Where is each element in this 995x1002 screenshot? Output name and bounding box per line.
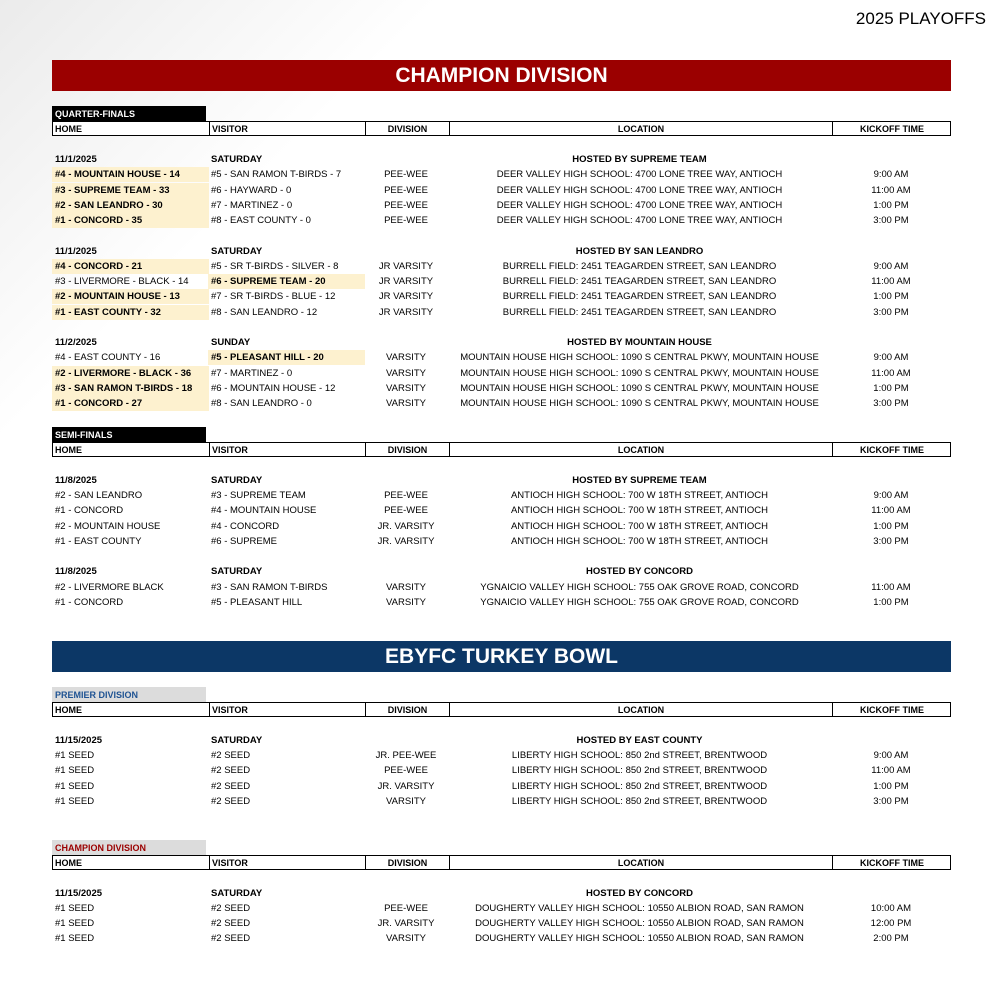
game-row — [52, 198, 951, 213]
home-team: #2 - LIVERMORE BLACK — [55, 582, 164, 593]
host: HOSTED BY CONCORD — [586, 566, 693, 577]
game-row — [52, 901, 951, 916]
home-team: #3 - SAN RAMON T-BIRDS - 18 — [52, 381, 209, 396]
game-row — [52, 931, 951, 946]
quarterfinals-header: QUARTER-FINALS — [52, 106, 206, 121]
host: HOSTED BY MOUNTAIN HOUSE — [567, 337, 712, 348]
weekday: SATURDAY — [211, 888, 263, 899]
visitor-team: #7 - MARTINEZ - 0 — [211, 368, 293, 379]
kickoff-time: 11:00 AM — [871, 368, 911, 379]
weekday: SATURDAY — [211, 566, 263, 577]
day-header — [52, 335, 951, 350]
kickoff-time: 11:00 AM — [871, 185, 911, 196]
page-title: 2025 PLAYOFFS — [855, 9, 986, 28]
game-row — [52, 167, 951, 182]
kickoff-time: 9:00 AM — [873, 169, 909, 180]
host: HOSTED BY SAN LEANDRO — [575, 246, 704, 257]
home-team: #1 SEED — [55, 933, 95, 944]
col-visitor: VISITOR — [209, 703, 365, 716]
game-row — [52, 534, 951, 549]
game-row — [52, 519, 951, 534]
kickoff-time: 1:00 PM — [873, 781, 909, 792]
kickoff-time: 1:00 PM — [873, 291, 909, 302]
location: MOUNTAIN HOUSE HIGH SCHOOL: 1090 S CENTRAL PKWY, MOUNTAIN HOUSE — [460, 352, 819, 363]
kickoff-time: 2:00 PM — [873, 933, 909, 944]
game-row — [52, 350, 951, 365]
date: 11/8/2025 — [55, 566, 97, 577]
host: HOSTED BY CONCORD — [586, 888, 693, 899]
home-team: #1 - EAST COUNTY - 32 — [52, 305, 209, 320]
weekday: SATURDAY — [211, 154, 263, 165]
col-visitor: VISITOR — [209, 856, 365, 869]
location: LIBERTY HIGH SCHOOL: 850 2nd STREET, BRENTWOOD — [511, 765, 768, 776]
visitor-team: #3 - SAN RAMON T-BIRDS — [211, 582, 328, 593]
location: DEER VALLEY HIGH SCHOOL: 4700 LONE TREE WAY, ANTIOCH — [496, 200, 783, 211]
location: ANTIOCH HIGH SCHOOL: 700 W 18TH STREET, ANTIOCH — [510, 521, 769, 532]
game-row — [52, 259, 951, 274]
kickoff-time: 9:00 AM — [873, 261, 909, 272]
visitor-team: #8 - EAST COUNTY - 0 — [211, 215, 311, 226]
turkey-champion-division-header: CHAMPION DIVISION — [52, 840, 206, 855]
col-kickoff: KICKOFF TIME — [832, 856, 951, 869]
location: ANTIOCH HIGH SCHOOL: 700 W 18TH STREET, ANTIOCH — [510, 490, 769, 501]
visitor-team: #2 SEED — [211, 781, 251, 792]
weekday: SATURDAY — [211, 246, 263, 257]
home-team: #4 - EAST COUNTY - 16 — [55, 352, 161, 363]
visitor-team: #4 - MOUNTAIN HOUSE — [211, 505, 317, 516]
turkey-bowl-banner: EBYFC TURKEY BOWL — [52, 641, 951, 672]
visitor-team: #7 - MARTINEZ - 0 — [211, 200, 293, 211]
premier-column-header — [52, 702, 951, 717]
location: MOUNTAIN HOUSE HIGH SCHOOL: 1090 S CENTRAL PKWY, MOUNTAIN HOUSE — [460, 398, 819, 409]
date: 11/15/2025 — [55, 888, 103, 899]
kickoff-time: 1:00 PM — [873, 383, 909, 394]
division: VARSITY — [386, 597, 426, 608]
weekday: SATURDAY — [211, 735, 263, 746]
division: VARSITY — [386, 352, 426, 363]
division: JR. VARSITY — [377, 521, 435, 532]
location: MOUNTAIN HOUSE HIGH SCHOOL: 1090 S CENTRAL PKWY, MOUNTAIN HOUSE — [460, 368, 819, 379]
location: DEER VALLEY HIGH SCHOOL: 4700 LONE TREE WAY, ANTIOCH — [496, 169, 783, 180]
home-team: #1 - CONCORD — [55, 505, 124, 516]
col-location: LOCATION — [449, 703, 832, 716]
division: JR. VARSITY — [377, 536, 435, 547]
kickoff-time: 1:00 PM — [873, 521, 909, 532]
col-division: DIVISION — [365, 703, 449, 716]
division: VARSITY — [386, 582, 426, 593]
semifinals-column-header — [52, 442, 951, 457]
day-header — [52, 473, 951, 488]
col-kickoff: KICKOFF TIME — [832, 703, 951, 716]
premier-division-header: PREMIER DIVISION — [52, 687, 206, 702]
col-home: HOME — [55, 858, 82, 868]
home-team: #1 - CONCORD - 35 — [52, 213, 209, 228]
kickoff-time: 3:00 PM — [873, 307, 909, 318]
home-team: #2 - SAN LEANDRO — [55, 490, 143, 501]
home-team: #3 - SUPREME TEAM - 33 — [52, 183, 209, 198]
visitor-team: #6 - MOUNTAIN HOUSE - 12 — [211, 383, 336, 394]
day-header — [52, 886, 951, 901]
kickoff-time: 9:00 AM — [873, 490, 909, 501]
visitor-team: #5 - PLEASANT HILL — [211, 597, 303, 608]
game-row — [52, 794, 951, 809]
weekday: SATURDAY — [211, 475, 263, 486]
location: DEER VALLEY HIGH SCHOOL: 4700 LONE TREE WAY, ANTIOCH — [496, 185, 783, 196]
game-row — [52, 381, 951, 396]
home-team: #2 - LIVERMORE - BLACK - 36 — [52, 366, 209, 381]
division: VARSITY — [386, 383, 426, 394]
date: 11/2/2025 — [55, 337, 97, 348]
game-row — [52, 305, 951, 320]
visitor-team: #5 - PLEASANT HILL - 20 — [208, 350, 365, 365]
host: HOSTED BY SUPREME TEAM — [572, 154, 707, 165]
kickoff-time: 3:00 PM — [873, 398, 909, 409]
division: JR. PEE-WEE — [375, 750, 437, 761]
location: MOUNTAIN HOUSE HIGH SCHOOL: 1090 S CENTRAL PKWY, MOUNTAIN HOUSE — [460, 383, 819, 394]
turkey-champion-column-header — [52, 855, 951, 870]
location: DOUGHERTY VALLEY HIGH SCHOOL: 10550 ALBION ROAD, SAN RAMON — [475, 918, 804, 929]
home-team: #1 SEED — [55, 796, 95, 807]
division: PEE-WEE — [384, 200, 428, 211]
location: DOUGHERTY VALLEY HIGH SCHOOL: 10550 ALBION ROAD, SAN RAMON — [475, 933, 804, 944]
weekday: SUNDAY — [211, 337, 251, 348]
game-row — [52, 595, 951, 610]
semifinals-header: SEMI-FINALS — [52, 427, 206, 442]
date: 11/1/2025 — [55, 246, 97, 257]
kickoff-time: 11:00 AM — [871, 276, 911, 287]
division: PEE-WEE — [384, 765, 428, 776]
col-division: DIVISION — [365, 122, 449, 135]
division: PEE-WEE — [384, 169, 428, 180]
day-header — [52, 244, 951, 259]
date: 11/1/2025 — [55, 154, 97, 165]
division: PEE-WEE — [384, 215, 428, 226]
location: BURRELL FIELD: 2451 TEAGARDEN STREET, SAN LEANDRO — [502, 291, 777, 302]
visitor-team: #6 - SUPREME TEAM - 20 — [208, 274, 365, 289]
home-team: #4 - CONCORD - 21 — [52, 259, 209, 274]
game-row — [52, 488, 951, 503]
home-team: #4 - MOUNTAIN HOUSE - 14 — [52, 167, 209, 182]
game-row — [52, 289, 951, 304]
col-location: LOCATION — [449, 443, 832, 456]
col-division: DIVISION — [365, 856, 449, 869]
game-row — [52, 396, 951, 411]
visitor-team: #5 - SAN RAMON T-BIRDS - 7 — [211, 169, 342, 180]
visitor-team: #6 - HAYWARD - 0 — [211, 185, 292, 196]
game-row — [52, 213, 951, 228]
day-header — [52, 733, 951, 748]
col-home: HOME — [55, 445, 82, 455]
location: BURRELL FIELD: 2451 TEAGARDEN STREET, SAN LEANDRO — [502, 307, 777, 318]
visitor-team: #2 SEED — [211, 918, 251, 929]
kickoff-time: 3:00 PM — [873, 796, 909, 807]
division: JR. VARSITY — [377, 781, 435, 792]
game-row — [52, 580, 951, 595]
location: DOUGHERTY VALLEY HIGH SCHOOL: 10550 ALBION ROAD, SAN RAMON — [475, 903, 804, 914]
visitor-team: #8 - SAN LEANDRO - 12 — [211, 307, 318, 318]
home-team: #1 - CONCORD — [55, 597, 124, 608]
game-row — [52, 779, 951, 794]
day-header — [52, 152, 951, 167]
date: 11/15/2025 — [55, 735, 103, 746]
division: VARSITY — [386, 368, 426, 379]
visitor-team: #2 SEED — [211, 765, 251, 776]
day-header — [52, 564, 951, 579]
host: HOSTED BY SUPREME TEAM — [572, 475, 707, 486]
champion-division-banner: CHAMPION DIVISION — [52, 60, 951, 91]
kickoff-time: 11:00 AM — [871, 582, 911, 593]
location: YGNAICIO VALLEY HIGH SCHOOL: 755 OAK GROVE ROAD, CONCORD — [480, 597, 799, 608]
col-kickoff: KICKOFF TIME — [832, 443, 951, 456]
kickoff-time: 3:00 PM — [873, 536, 909, 547]
home-team: #1 SEED — [55, 765, 95, 776]
home-team: #2 - MOUNTAIN HOUSE — [55, 521, 161, 532]
home-team: #1 - CONCORD - 27 — [52, 396, 209, 411]
visitor-team: #2 SEED — [211, 796, 251, 807]
game-row — [52, 366, 951, 381]
kickoff-time: 9:00 AM — [873, 352, 909, 363]
home-team: #1 - EAST COUNTY — [55, 536, 142, 547]
kickoff-time: 12:00 PM — [870, 918, 912, 929]
game-row — [52, 274, 951, 289]
visitor-team: #3 - SUPREME TEAM — [211, 490, 306, 501]
division: JR VARSITY — [378, 307, 434, 318]
col-location: LOCATION — [449, 856, 832, 869]
division: PEE-WEE — [384, 903, 428, 914]
col-division: DIVISION — [365, 443, 449, 456]
kickoff-time: 10:00 AM — [870, 903, 912, 914]
location: DEER VALLEY HIGH SCHOOL: 4700 LONE TREE WAY, ANTIOCH — [496, 215, 783, 226]
division: VARSITY — [386, 933, 426, 944]
col-visitor: VISITOR — [209, 122, 365, 135]
division: PEE-WEE — [384, 490, 428, 501]
location: LIBERTY HIGH SCHOOL: 850 2nd STREET, BRENTWOOD — [511, 796, 768, 807]
home-team: #1 SEED — [55, 918, 95, 929]
visitor-team: #5 - SR T-BIRDS - SILVER - 8 — [211, 261, 339, 272]
kickoff-time: 9:00 AM — [873, 750, 909, 761]
division: JR VARSITY — [378, 261, 434, 272]
col-home: HOME — [55, 705, 82, 715]
home-team: #1 SEED — [55, 903, 95, 914]
visitor-team: #6 - SUPREME — [211, 536, 277, 547]
visitor-team: #8 - SAN LEANDRO - 0 — [211, 398, 312, 409]
home-team: #1 SEED — [55, 750, 95, 761]
col-visitor: VISITOR — [209, 443, 365, 456]
home-team: #2 - MOUNTAIN HOUSE - 13 — [52, 289, 209, 304]
kickoff-time: 1:00 PM — [873, 597, 909, 608]
division: JR. VARSITY — [377, 918, 435, 929]
division: PEE-WEE — [384, 505, 428, 516]
date: 11/8/2025 — [55, 475, 97, 486]
home-team: #3 - LIVERMORE - BLACK - 14 — [55, 276, 189, 287]
game-row — [52, 503, 951, 518]
visitor-team: #2 SEED — [211, 750, 251, 761]
kickoff-time: 11:00 AM — [871, 505, 911, 516]
game-row — [52, 748, 951, 763]
kickoff-time: 3:00 PM — [873, 215, 909, 226]
visitor-team: #7 - SR T-BIRDS - BLUE - 12 — [211, 291, 336, 302]
location: LIBERTY HIGH SCHOOL: 850 2nd STREET, BRENTWOOD — [511, 750, 768, 761]
visitor-team: #2 SEED — [211, 903, 251, 914]
col-location: LOCATION — [449, 122, 832, 135]
home-team: #1 SEED — [55, 781, 95, 792]
division: JR VARSITY — [378, 276, 434, 287]
home-team: #2 - SAN LEANDRO - 30 — [52, 198, 209, 213]
location: ANTIOCH HIGH SCHOOL: 700 W 18TH STREET, ANTIOCH — [510, 505, 769, 516]
game-row — [52, 763, 951, 778]
location: BURRELL FIELD: 2451 TEAGARDEN STREET, SAN LEANDRO — [502, 276, 777, 287]
division: VARSITY — [386, 398, 426, 409]
col-kickoff: KICKOFF TIME — [832, 122, 951, 135]
location: BURRELL FIELD: 2451 TEAGARDEN STREET, SAN LEANDRO — [502, 261, 777, 272]
host: HOSTED BY EAST COUNTY — [576, 735, 703, 746]
visitor-team: #2 SEED — [211, 933, 251, 944]
division: VARSITY — [386, 796, 426, 807]
col-home: HOME — [55, 124, 82, 134]
quarterfinals-column-header — [52, 121, 951, 136]
location: YGNAICIO VALLEY HIGH SCHOOL: 755 OAK GROVE ROAD, CONCORD — [480, 582, 799, 593]
game-row — [52, 916, 951, 931]
visitor-team: #4 - CONCORD — [211, 521, 280, 532]
kickoff-time: 11:00 AM — [871, 765, 911, 776]
division: PEE-WEE — [384, 185, 428, 196]
division: JR VARSITY — [378, 291, 434, 302]
location: LIBERTY HIGH SCHOOL: 850 2nd STREET, BRENTWOOD — [511, 781, 768, 792]
location: ANTIOCH HIGH SCHOOL: 700 W 18TH STREET, ANTIOCH — [510, 536, 769, 547]
game-row — [52, 183, 951, 198]
kickoff-time: 1:00 PM — [873, 200, 909, 211]
